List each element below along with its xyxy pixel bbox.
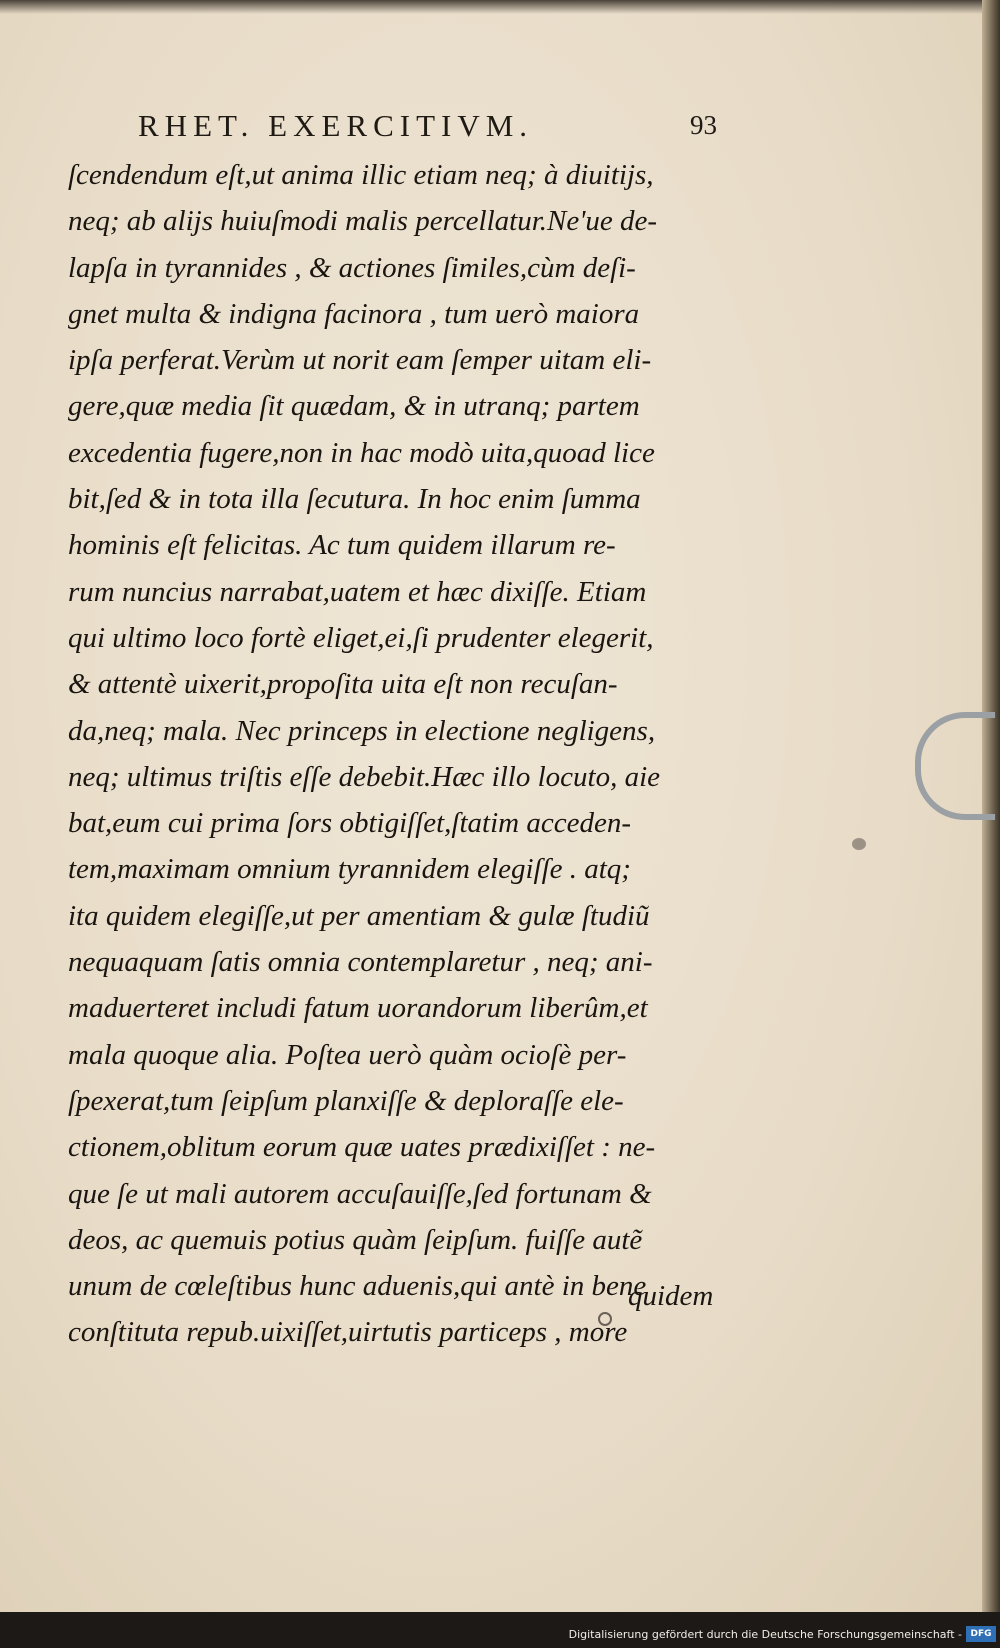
- ink-stain: [852, 838, 866, 850]
- funding-credit: Digitalisierung gefördert durch die Deutsche Forschungsgemeinschaft -: [568, 1628, 962, 1641]
- text-line: ſcendendum eſt,ut anima illic etiam neq; à diuitijs,: [68, 159, 654, 191]
- text-line: neq; ab alijs huiuſmodi malis percellatur.Ne'ue de-: [68, 205, 658, 238]
- text-line: & attentè uixerit,propoſita uita eſt non recuſan-: [68, 668, 618, 701]
- text-line: deos, ac quemuis potius quàm ſeipſum. fuiſſe autẽ: [68, 1223, 643, 1256]
- running-head: RHET. EXERCITIVM.: [138, 108, 534, 143]
- text-line: nequaquam ſatis omnia contemplaretur , neq; ani-: [68, 946, 653, 979]
- text-line: bit,ſed & in tota illa ſecutura. In hoc enim ſumma: [68, 483, 641, 516]
- text-line: ctionem,oblitum eorum quæ uates prædixiſſet : ne-: [68, 1131, 656, 1164]
- text-line: unum de cœleſtibus hunc aduenis,qui antè in bene: [68, 1270, 647, 1303]
- dfg-logo-icon: DFG: [966, 1626, 996, 1642]
- text-line: ita quidem elegiſſe,ut per amentiam & gulæ ſtudiũ: [68, 899, 650, 932]
- text-line: conſtituta repub.uixiſſet,uirtutis particeps , more: [68, 1316, 628, 1349]
- text-line: neq; ultimus triſtis eſſe debebit.Hæc illo locuto, aie: [68, 760, 660, 793]
- text-line: gnet multa & indigna facinora , tum uerò maiora: [68, 297, 640, 330]
- catchword: quidem: [628, 1280, 714, 1312]
- page-top-shadow: [0, 0, 982, 14]
- text-line: mala quoque alia. Poſtea uerò quàm ocioſè per-: [68, 1038, 627, 1071]
- text-line: rum nuncius narrabat,uatem et hæc dixiſſe. Etiam: [68, 575, 647, 608]
- text-line: ſpexerat,tum ſeipſum planxiſſe & deploraſſe ele-: [68, 1084, 624, 1117]
- text-line: qui ultimo loco fortè eliget,ei,ſi prudenter elegerit,: [68, 621, 654, 654]
- text-line: hominis eſt felicitas. Ac tum quidem illarum re-: [68, 529, 616, 562]
- text-line: ipſa perferat.Verùm ut norit eam ſemper uitam eli-: [68, 344, 652, 377]
- text-block: [68, 152, 728, 1356]
- text-line: lapſa in tyrannides , & actiones ſimiles,cùm deſi-: [68, 251, 636, 284]
- text-line: excedentia fugere,non in hac modò uita,quoad lice: [68, 436, 655, 469]
- text-line: bat,eum cui prima ſors obtigiſſet,ſtatim acceden-: [68, 807, 631, 840]
- text-line: que ſe ut mali autorem accuſauiſſe,ſed fortunam &: [68, 1177, 652, 1210]
- text-line: da,neq; mala. Nec princeps in electione negligens,: [68, 714, 656, 747]
- text-line: gere,quæ media ſit quædam, & in utranq; partem: [68, 390, 640, 423]
- page-number: 93: [690, 110, 717, 140]
- ring-mark: [598, 1312, 612, 1326]
- text-line: maduerteret includi fatum uorandorum liberûm,et: [68, 992, 648, 1025]
- text-line: tem,maximam omnium tyrannidem elegiſſe . atq;: [68, 853, 631, 886]
